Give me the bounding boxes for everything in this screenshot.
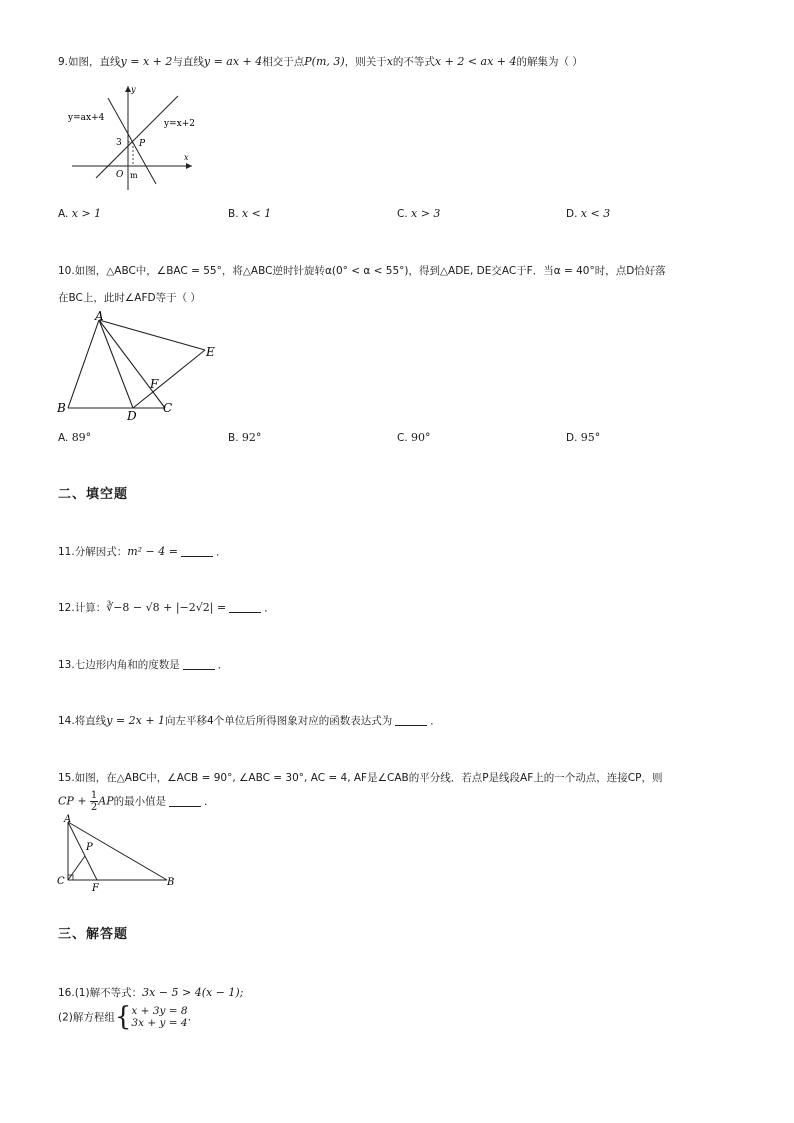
point-p: P [86,842,93,853]
q16-part1 [58,985,243,1000]
q11-answer-blank[interactable] [181,545,213,557]
label-x-value: m [130,171,138,180]
q9-figure [60,82,200,197]
label-x-axis: x [184,153,189,162]
label-origin: O [116,170,124,180]
vertex-e: E [206,345,215,359]
q15-answer-blank[interactable] [169,795,201,807]
q9-text: 9.如图，直线 [58,56,121,68]
option-letter: A. [58,208,69,220]
q9-eq1: y = x + 2 [120,55,173,68]
q9-text: 与直线 [172,56,204,68]
q10-stem-line2: 在BC上，此时∠AFD等于（ ） [58,292,201,304]
segment-cp [68,856,85,880]
label-point-p: P [139,139,146,149]
vertex-c: C [163,401,173,415]
segment-ad [99,320,133,408]
q15-stem-line2 [58,790,215,813]
q15-ap: AP [98,794,114,808]
q12-answer-blank[interactable] [229,601,261,613]
x-axis-arrow [186,163,192,169]
option-letter: D. [566,432,578,444]
q10-option-b[interactable] [228,431,261,444]
option-text: 92° [241,431,262,444]
q10-option-a[interactable] [58,431,91,444]
q10-option-c[interactable] [397,431,431,444]
q13-text: 13.七边形内角和的度数是 [58,659,180,671]
q14-text: 向左平移4个单位后所得图象对应的函数表达式为 [165,715,393,727]
option-letter: B. [228,208,239,220]
q9-stem [58,54,583,69]
q9-text: 相交于点 [262,56,305,68]
q13 [58,657,228,672]
system-brace-icon: { [114,1002,132,1032]
equation-b: 3x + y = 4 [131,1017,188,1029]
q9-inequality: x + 2 < ax + 4 [434,55,517,68]
equation-a: x + 3y = 8 [131,1005,188,1017]
q9-text: ，则关于 [344,56,387,68]
q9-option-d[interactable] [566,207,610,220]
q11 [58,544,226,559]
fraction-denominator: 2 [90,802,98,813]
q15-stem-line1: 15.如图，在△ABC中，∠ACB = 90°, ∠ABC = 30°, AC = 4, AF是∠CAB的平分线．若点P是线段AF上的一个动点，连接CP，则 [58,772,663,784]
equation-tail: . [187,1010,192,1024]
q10-option-d[interactable] [566,431,600,444]
vertex-b: B [57,401,66,415]
q13-suffix: ． [217,659,229,671]
option-letter: B. [228,432,239,444]
q11-suffix: ． [215,546,227,558]
q15-text: 的最小值是 [113,795,167,808]
option-text: 95° [580,431,601,444]
label-y-value: 3 [116,138,122,148]
vertex-d: D [127,409,137,423]
q9-var: x [386,55,393,68]
q15-cp: CP + [58,794,87,808]
q15-suffix: ． [204,795,215,808]
q11-expression: m² − 4 = [127,545,178,558]
segment-ac [99,320,165,408]
q9-option-c[interactable] [397,207,440,220]
q14-answer-blank[interactable] [395,714,427,726]
segment-ab [68,320,99,408]
vertex-c: C [57,876,65,887]
option-text: x < 1 [241,207,272,220]
q12-suffix: ． [264,602,275,614]
option-text: x > 1 [71,207,102,220]
vertex-f: F [150,377,159,391]
option-letter: C. [397,208,408,220]
q14-suffix: ． [430,715,441,727]
q9-eq2: y = ax + 4 [203,55,263,68]
q9-option-a[interactable] [58,207,101,220]
vertex-a: A [64,814,72,825]
fraction-numerator: 1 [90,790,98,801]
q12-text: 12.计算： [58,602,107,614]
label-line1: y=ax+4 [68,113,105,123]
label-y-axis: y [131,85,136,94]
q16-part2 [58,1004,191,1030]
q10-stem-line1: 10.如图，△ABC中，∠BAC = 55°，将△ABC逆时针旋转α(0° < α < 55°)，得到△ADE, DE交AC于F．当α = 40°时，点D恰好落 [58,265,666,277]
q13-answer-blank[interactable] [183,658,215,670]
q16-inequality: 3x − 5 > 4(x − 1); [142,986,244,999]
q9-text: 的不等式 [392,56,435,68]
q16-text: 16.(1)解不等式： [58,987,143,999]
q9-option-b[interactable] [228,207,271,220]
q16-text: (2)解方程组 [58,1011,115,1024]
option-letter: C. [397,432,408,444]
q9-point: P(m, 3) [304,55,345,68]
point-f: F [92,883,99,892]
vertex-b: B [167,877,175,888]
option-text: 89° [71,431,92,444]
q9-text: 的解集为（ ） [516,56,583,68]
option-text: 90° [411,431,431,444]
q12 [58,600,275,615]
option-letter: A. [58,432,69,444]
option-letter: D. [566,208,578,220]
q14-text: 14.将直线 [58,715,107,727]
equation-system [131,1005,187,1029]
q14 [58,713,441,728]
section-answer-title: 三、解答题 [58,927,129,942]
q11-text: 11.分解因式： [58,546,128,558]
q15-figure [55,812,185,892]
q14-equation: y = 2x + 1 [106,714,166,727]
option-text: x > 3 [411,207,441,220]
vertex-a: A [95,309,104,323]
segment-ae [99,320,205,350]
section-fill-in-blank-title: 二、填空题 [58,487,129,502]
label-line2: y=x+2 [164,119,195,129]
q12-expression: ∛−8 − √8 + |−2√2| = [106,601,227,614]
q15-fraction [90,790,98,813]
option-text: x < 3 [580,207,611,220]
q10-figure [55,308,225,423]
